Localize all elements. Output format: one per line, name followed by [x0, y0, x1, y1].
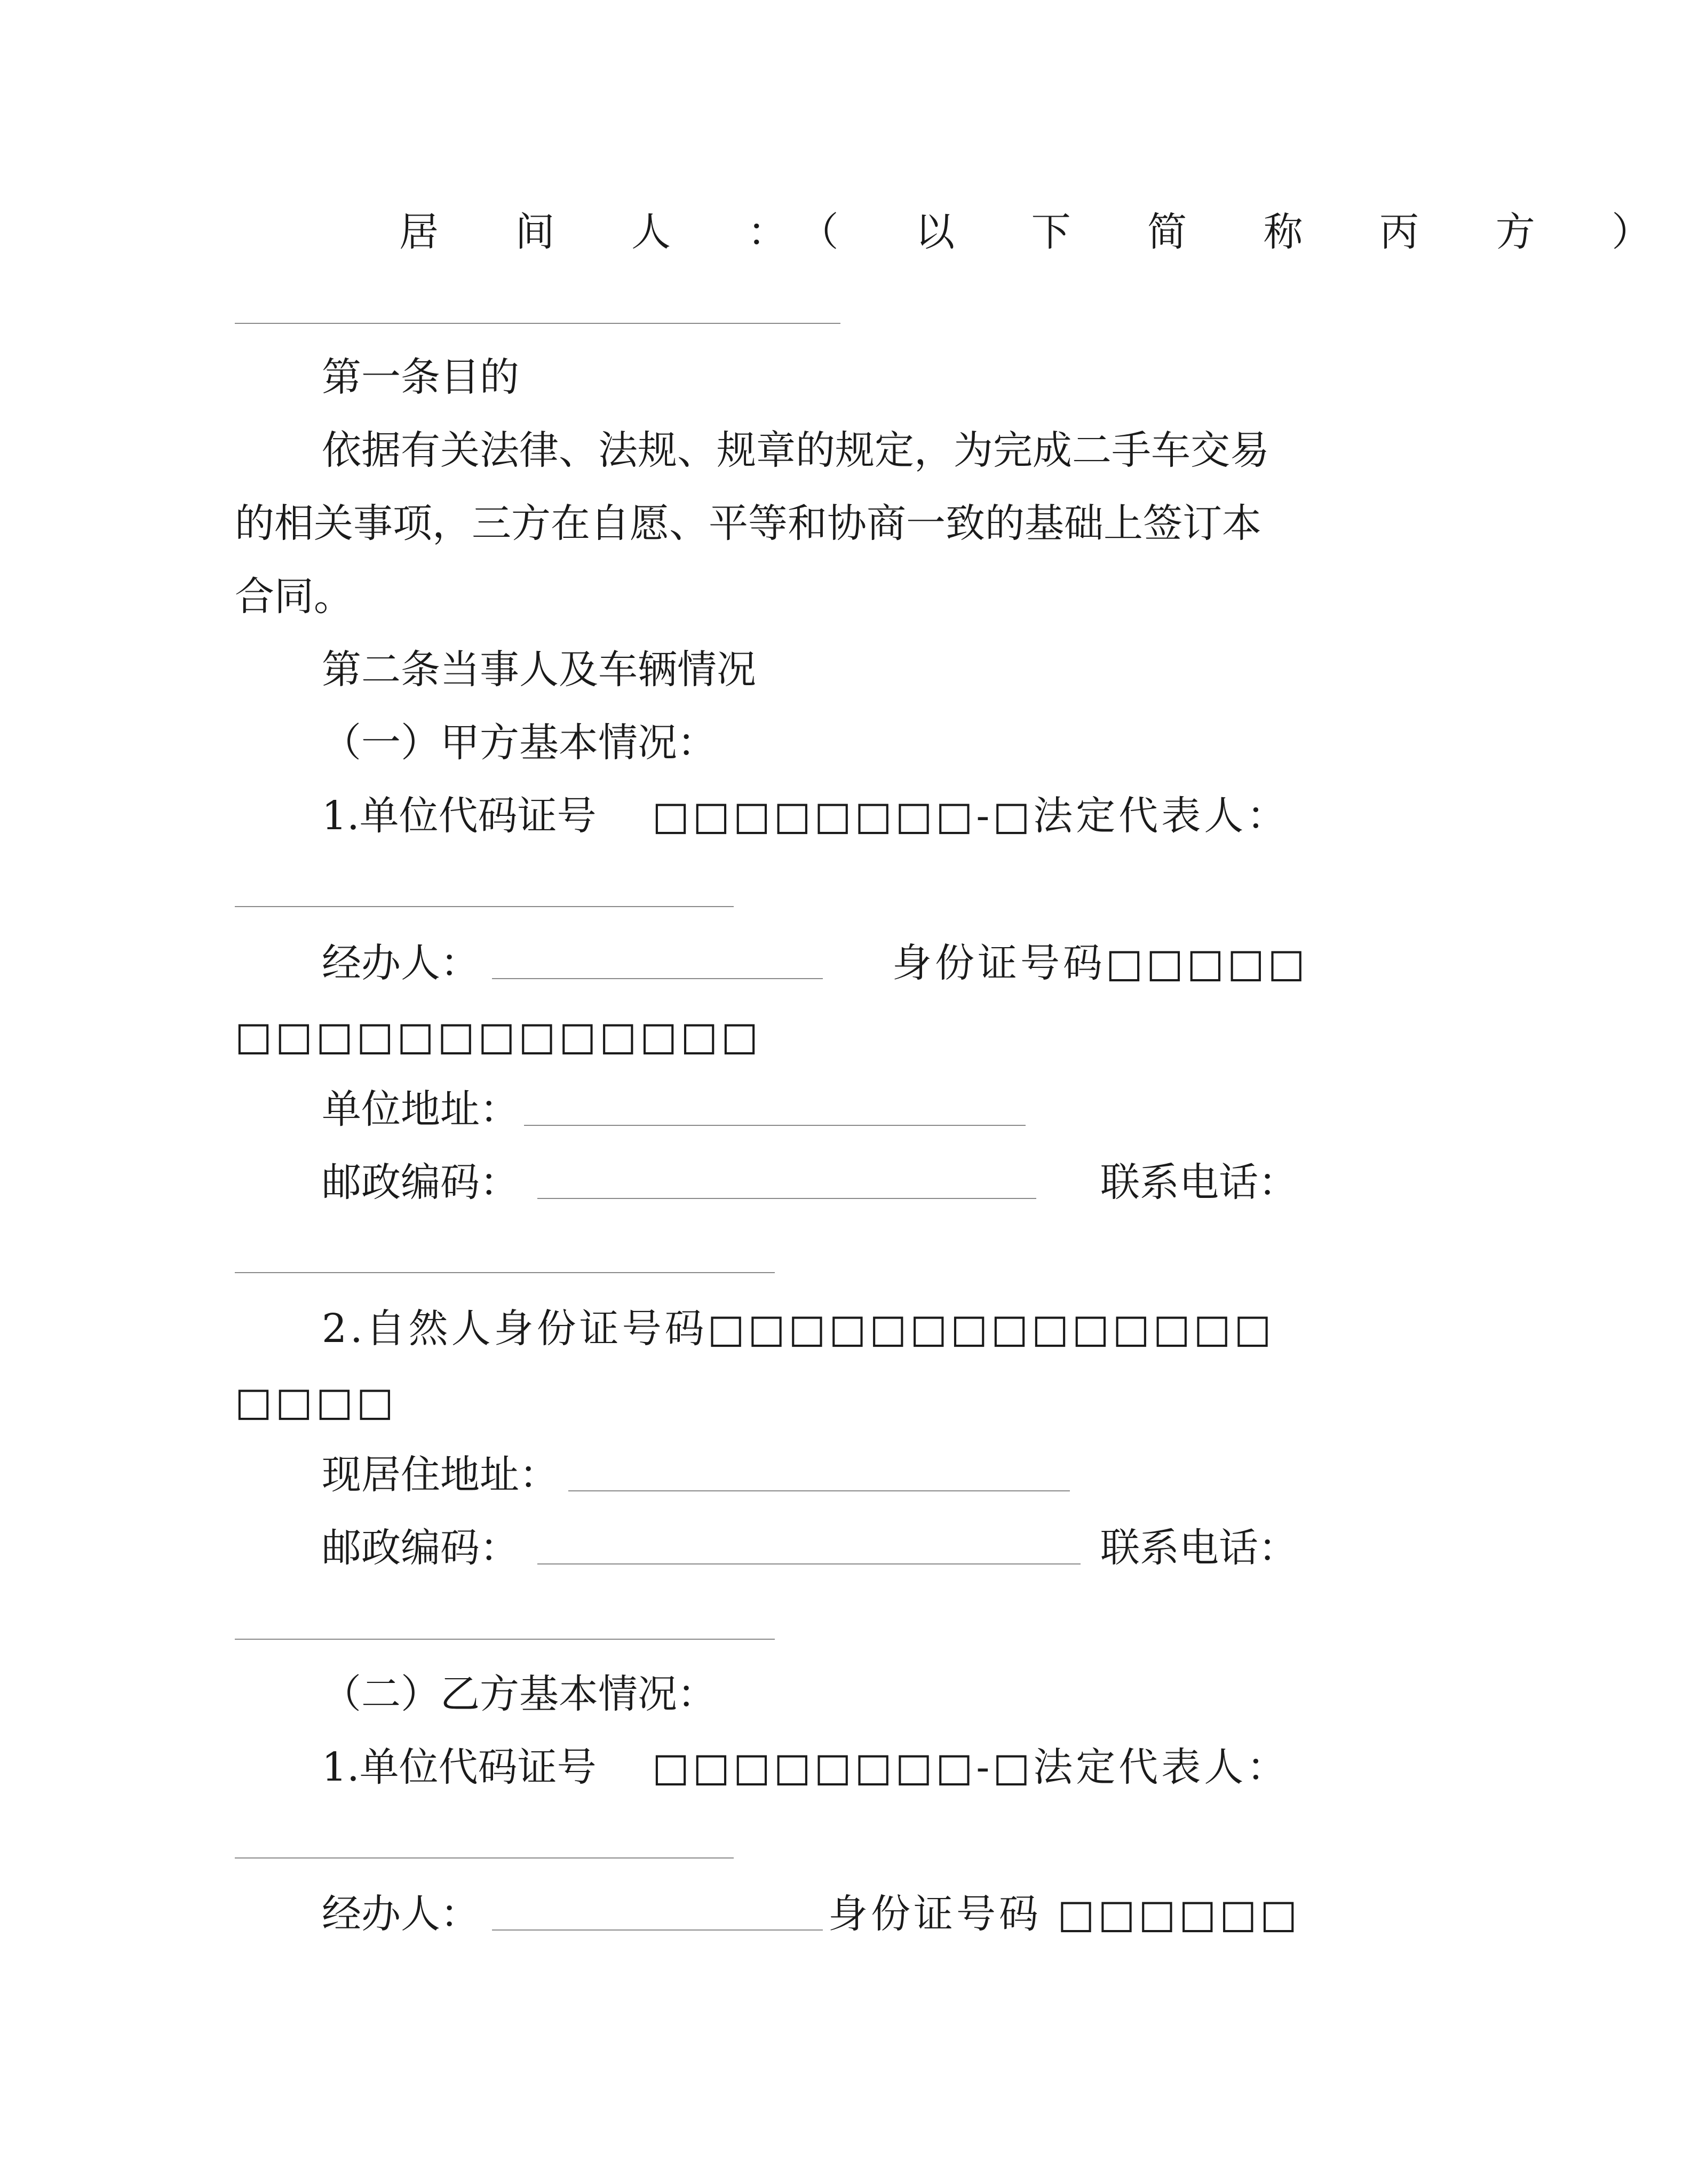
a2-id-boxes[interactable]: □□□□ [235, 1379, 397, 1425]
article2-title: 第二条当事人及车辆情况 [322, 647, 756, 693]
a-phone-blank[interactable] [235, 1272, 775, 1273]
a-agent-label: 经办人： [322, 940, 480, 986]
a-id-label[interactable]: 身份证号码□□□□□ [892, 940, 1308, 986]
a2-address-blank[interactable] [568, 1490, 1070, 1491]
a-postcode-label: 邮政编码： [322, 1159, 519, 1205]
a2-postcode-label: 邮政编码： [322, 1525, 519, 1571]
a-address-blank[interactable] [524, 1125, 1026, 1126]
a-phone-label: 联系电话： [1100, 1159, 1298, 1205]
intermediary-blank[interactable] [235, 323, 840, 324]
a2-phone-blank[interactable] [235, 1639, 775, 1640]
a2-phone-label: 联系电话： [1100, 1525, 1298, 1571]
a1-code-label: 1.单位代码证号 [322, 793, 597, 839]
article1-body-line1: 依据有关法律、法规、规章的规定，为完成二手车交易 [322, 427, 1269, 473]
a1-code-boxes[interactable]: □□□□□□□□-□法定代表人： [652, 793, 1290, 839]
a2-id-label[interactable]: 2.自然人身份证号码□□□□□□□□□□□□□□ [322, 1306, 1275, 1352]
party-b-title: （二）乙方基本情况： [322, 1671, 717, 1717]
a1-legal-rep-blank[interactable] [235, 906, 734, 907]
a-id-boxes[interactable]: □□□□□□□□□□□□□ [235, 1013, 761, 1059]
a-agent-blank[interactable] [492, 978, 823, 979]
a-postcode-blank[interactable] [537, 1198, 1036, 1199]
intermediary-line: 居 间 人 ：（ 以 下 简 称 丙 方 ） [399, 209, 1683, 255]
party-a-title: （一）甲方基本情况： [322, 720, 717, 766]
b1-code-label: 1.单位代码证号 [322, 1744, 597, 1790]
b1-legal-rep-blank[interactable] [235, 1857, 734, 1859]
article1-title: 第一条目的 [322, 354, 519, 400]
a-address-label: 单位地址： [322, 1086, 519, 1132]
article1-body-line3: 合同。 [235, 574, 353, 620]
a2-address-label: 现居住地址： [322, 1452, 559, 1498]
b-agent-label: 经办人： [322, 1891, 480, 1937]
a2-postcode-blank[interactable] [537, 1563, 1081, 1564]
b-agent-blank[interactable] [492, 1929, 823, 1931]
b-id-label[interactable]: 身份证号码 □□□□□□ [828, 1891, 1301, 1937]
b1-code-boxes[interactable]: □□□□□□□□-□法定代表人： [652, 1744, 1290, 1790]
article1-body-line2: 的相关事项，三方在自愿、平等和协商一致的基础上签订本 [235, 501, 1261, 546]
